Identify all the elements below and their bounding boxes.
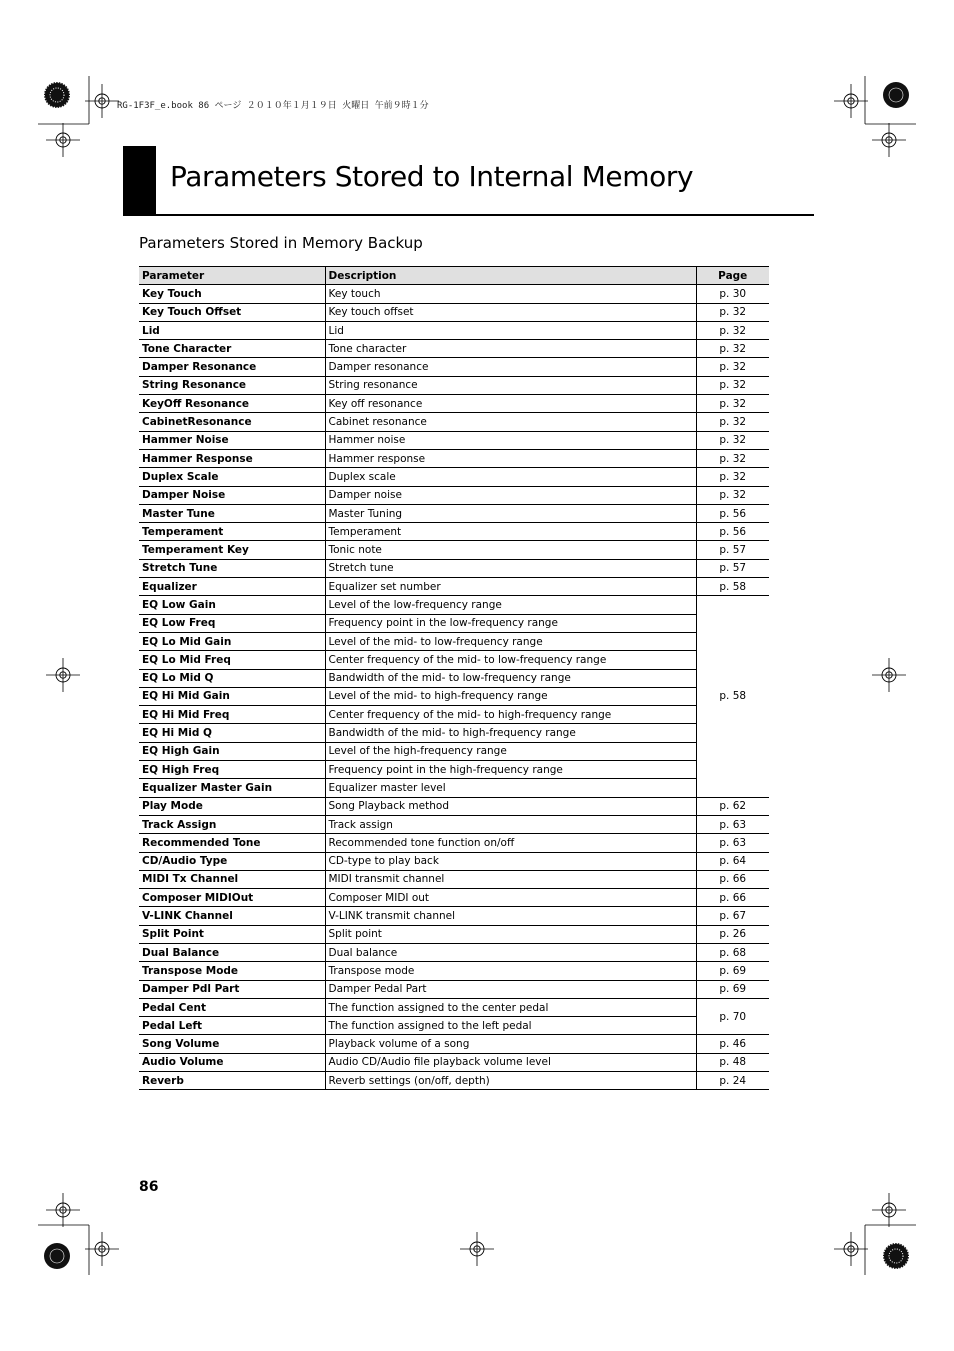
title-bar: [123, 146, 156, 216]
table-row: [139, 596, 769, 614]
header-page: Page: [696, 267, 769, 285]
table-row: [139, 578, 769, 596]
cell-parameter: Hammer Response: [139, 449, 325, 467]
table-row: [139, 742, 769, 760]
cell-parameter: MIDI Tx Channel: [139, 870, 325, 888]
cell-parameter: EQ Lo Mid Gain: [139, 632, 325, 650]
cell-page: p. 32: [696, 321, 769, 339]
cell-description: Bandwidth of the mid- to low-frequency range: [325, 669, 696, 687]
table-row: [139, 285, 769, 303]
cell-description: Damper Pedal Part: [325, 980, 696, 998]
cell-page: p. 32: [696, 395, 769, 413]
table-row: [139, 834, 769, 852]
cell-description: Audio CD/Audio file playback volume level: [325, 1053, 696, 1071]
header-description: Description: [325, 267, 696, 285]
parameters-table: [139, 266, 769, 1090]
table-row: [139, 943, 769, 961]
table-row: [139, 706, 769, 724]
cell-description: Frequency point in the high-frequency range: [325, 761, 696, 779]
cell-description: Tonic note: [325, 541, 696, 559]
table-row: [139, 797, 769, 815]
cell-page: p. 32: [696, 413, 769, 431]
cell-page: p. 46: [696, 1035, 769, 1053]
cell-description: Cabinet resonance: [325, 413, 696, 431]
cell-page: p. 32: [696, 486, 769, 504]
table-row: [139, 724, 769, 742]
cell-page: p. 58: [696, 578, 769, 596]
table-row: [139, 687, 769, 705]
cell-description: Level of the mid- to low-frequency range: [325, 632, 696, 650]
cell-description: Equalizer master level: [325, 779, 696, 797]
cell-page: p. 63: [696, 815, 769, 833]
cell-page: p. 58: [696, 596, 769, 797]
cell-parameter: Stretch Tune: [139, 559, 325, 577]
table-row: [139, 1017, 769, 1035]
cell-parameter: Temperament Key: [139, 541, 325, 559]
cell-parameter: EQ Low Freq: [139, 614, 325, 632]
cell-page: p. 32: [696, 376, 769, 394]
cell-parameter: Tone Character: [139, 340, 325, 358]
print-header: RG-1F3F_e.book 86 ページ ２０１０年１月１９日 火曜日 午前９時１分: [117, 101, 429, 111]
cell-description: Equalizer set number: [325, 578, 696, 596]
cell-parameter: Equalizer Master Gain: [139, 779, 325, 797]
cell-parameter: EQ Hi Mid Q: [139, 724, 325, 742]
cell-page: p. 57: [696, 541, 769, 559]
cell-page: p. 32: [696, 340, 769, 358]
cell-parameter: Play Mode: [139, 797, 325, 815]
cell-page: p. 70: [696, 998, 769, 1035]
table-row: [139, 779, 769, 797]
cell-description: Master Tuning: [325, 504, 696, 522]
cell-page: p. 62: [696, 797, 769, 815]
table-row: [139, 852, 769, 870]
cell-parameter: Lid: [139, 321, 325, 339]
cell-description: Lid: [325, 321, 696, 339]
cell-description: CD-type to play back: [325, 852, 696, 870]
cell-parameter: Audio Volume: [139, 1053, 325, 1071]
table-row: [139, 413, 769, 431]
cell-description: The function assigned to the center pedal: [325, 998, 696, 1016]
cell-description: Song Playback method: [325, 797, 696, 815]
header-parameter: Parameter: [139, 267, 325, 285]
table-row: [139, 1053, 769, 1071]
table-body: [139, 285, 769, 1090]
table-row: [139, 632, 769, 650]
table-row: [139, 358, 769, 376]
cell-parameter: Master Tune: [139, 504, 325, 522]
table-row: [139, 907, 769, 925]
table-row: [139, 980, 769, 998]
cell-parameter: Transpose Mode: [139, 962, 325, 980]
cell-parameter: Dual Balance: [139, 943, 325, 961]
cell-page: p. 56: [696, 504, 769, 522]
cell-description: Temperament: [325, 523, 696, 541]
cell-parameter: Hammer Noise: [139, 431, 325, 449]
cell-parameter: Key Touch: [139, 285, 325, 303]
table-row: [139, 303, 769, 321]
cell-parameter: Composer MIDIOut: [139, 889, 325, 907]
table-row: [139, 815, 769, 833]
table-row: [139, 340, 769, 358]
cell-parameter: Temperament: [139, 523, 325, 541]
cell-parameter: CD/Audio Type: [139, 852, 325, 870]
cell-description: The function assigned to the left pedal: [325, 1017, 696, 1035]
cell-page: p. 32: [696, 449, 769, 467]
cell-page: p. 66: [696, 889, 769, 907]
cell-description: String resonance: [325, 376, 696, 394]
table-row: [139, 1072, 769, 1090]
cell-description: Level of the high-frequency range: [325, 742, 696, 760]
cell-parameter: EQ Low Gain: [139, 596, 325, 614]
cell-description: Level of the low-frequency range: [325, 596, 696, 614]
cell-parameter: Song Volume: [139, 1035, 325, 1053]
cell-description: Damper noise: [325, 486, 696, 504]
table-row: [139, 1035, 769, 1053]
table-row: [139, 870, 769, 888]
table-row: [139, 669, 769, 687]
table-row: [139, 761, 769, 779]
title-rule: [156, 214, 814, 216]
cell-description: Center frequency of the mid- to high-frequency range: [325, 706, 696, 724]
cell-parameter: EQ Lo Mid Q: [139, 669, 325, 687]
cell-parameter: String Resonance: [139, 376, 325, 394]
cell-description: Stretch tune: [325, 559, 696, 577]
table-row: [139, 559, 769, 577]
table-header-row: [139, 267, 769, 285]
cell-parameter: KeyOff Resonance: [139, 395, 325, 413]
cell-page: p. 30: [696, 285, 769, 303]
page-title: Parameters Stored to Internal Memory: [170, 160, 694, 193]
cell-description: Hammer response: [325, 449, 696, 467]
table-row: [139, 998, 769, 1016]
cell-parameter: Damper Noise: [139, 486, 325, 504]
cell-description: Tone character: [325, 340, 696, 358]
table-row: [139, 376, 769, 394]
cell-parameter: Pedal Cent: [139, 998, 325, 1016]
table-row: [139, 651, 769, 669]
cell-description: Key touch offset: [325, 303, 696, 321]
table-row: [139, 504, 769, 522]
cell-page: p. 69: [696, 962, 769, 980]
cell-parameter: EQ Hi Mid Freq: [139, 706, 325, 724]
cell-page: p. 32: [696, 358, 769, 376]
cell-description: Dual balance: [325, 943, 696, 961]
cell-page: p. 64: [696, 852, 769, 870]
cell-page: p. 48: [696, 1053, 769, 1071]
cell-page: p. 63: [696, 834, 769, 852]
cell-description: Track assign: [325, 815, 696, 833]
cell-parameter: Pedal Left: [139, 1017, 325, 1035]
cell-description: Duplex scale: [325, 468, 696, 486]
cell-description: Center frequency of the mid- to low-frequency range: [325, 651, 696, 669]
cell-description: Hammer noise: [325, 431, 696, 449]
cell-page: p. 56: [696, 523, 769, 541]
cell-description: Recommended tone function on/off: [325, 834, 696, 852]
cell-page: p. 67: [696, 907, 769, 925]
cell-parameter: Recommended Tone: [139, 834, 325, 852]
cell-description: MIDI transmit channel: [325, 870, 696, 888]
cell-parameter: Duplex Scale: [139, 468, 325, 486]
cell-description: Key off resonance: [325, 395, 696, 413]
section-title: Parameters Stored in Memory Backup: [139, 234, 423, 252]
table-row: [139, 431, 769, 449]
cell-page: p. 57: [696, 559, 769, 577]
cell-parameter: EQ High Gain: [139, 742, 325, 760]
cell-page: p. 32: [696, 303, 769, 321]
page-number: 86: [139, 1179, 159, 1195]
table-row: [139, 925, 769, 943]
cell-description: Frequency point in the low-frequency range: [325, 614, 696, 632]
table-row: [139, 541, 769, 559]
cell-description: Bandwidth of the mid- to high-frequency range: [325, 724, 696, 742]
cell-page: p. 32: [696, 431, 769, 449]
cell-description: Reverb settings (on/off, depth): [325, 1072, 696, 1090]
cell-parameter: EQ High Freq: [139, 761, 325, 779]
cell-description: Composer MIDI out: [325, 889, 696, 907]
cell-parameter: Damper Pdl Part: [139, 980, 325, 998]
cell-page: p. 26: [696, 925, 769, 943]
cell-description: Key touch: [325, 285, 696, 303]
cell-description: Transpose mode: [325, 962, 696, 980]
table-row: [139, 395, 769, 413]
table-row: [139, 449, 769, 467]
cell-parameter: Key Touch Offset: [139, 303, 325, 321]
cell-parameter: V-LINK Channel: [139, 907, 325, 925]
cell-parameter: EQ Lo Mid Freq: [139, 651, 325, 669]
cell-page: p. 68: [696, 943, 769, 961]
cell-parameter: Split Point: [139, 925, 325, 943]
cell-description: Playback volume of a song: [325, 1035, 696, 1053]
cell-page: p. 24: [696, 1072, 769, 1090]
cell-description: Split point: [325, 925, 696, 943]
table-row: [139, 889, 769, 907]
cell-parameter: Track Assign: [139, 815, 325, 833]
cell-description: V-LINK transmit channel: [325, 907, 696, 925]
cell-page: p. 32: [696, 468, 769, 486]
table-row: [139, 523, 769, 541]
table-row: [139, 321, 769, 339]
table-row: [139, 486, 769, 504]
cell-parameter: Reverb: [139, 1072, 325, 1090]
cell-page: p. 69: [696, 980, 769, 998]
cell-description: Damper resonance: [325, 358, 696, 376]
table-row: [139, 962, 769, 980]
cell-parameter: Damper Resonance: [139, 358, 325, 376]
cell-description: Level of the mid- to high-frequency range: [325, 687, 696, 705]
cell-parameter: EQ Hi Mid Gain: [139, 687, 325, 705]
table-row: [139, 614, 769, 632]
table-row: [139, 468, 769, 486]
cell-parameter: CabinetResonance: [139, 413, 325, 431]
cell-page: p. 66: [696, 870, 769, 888]
cell-parameter: Equalizer: [139, 578, 325, 596]
